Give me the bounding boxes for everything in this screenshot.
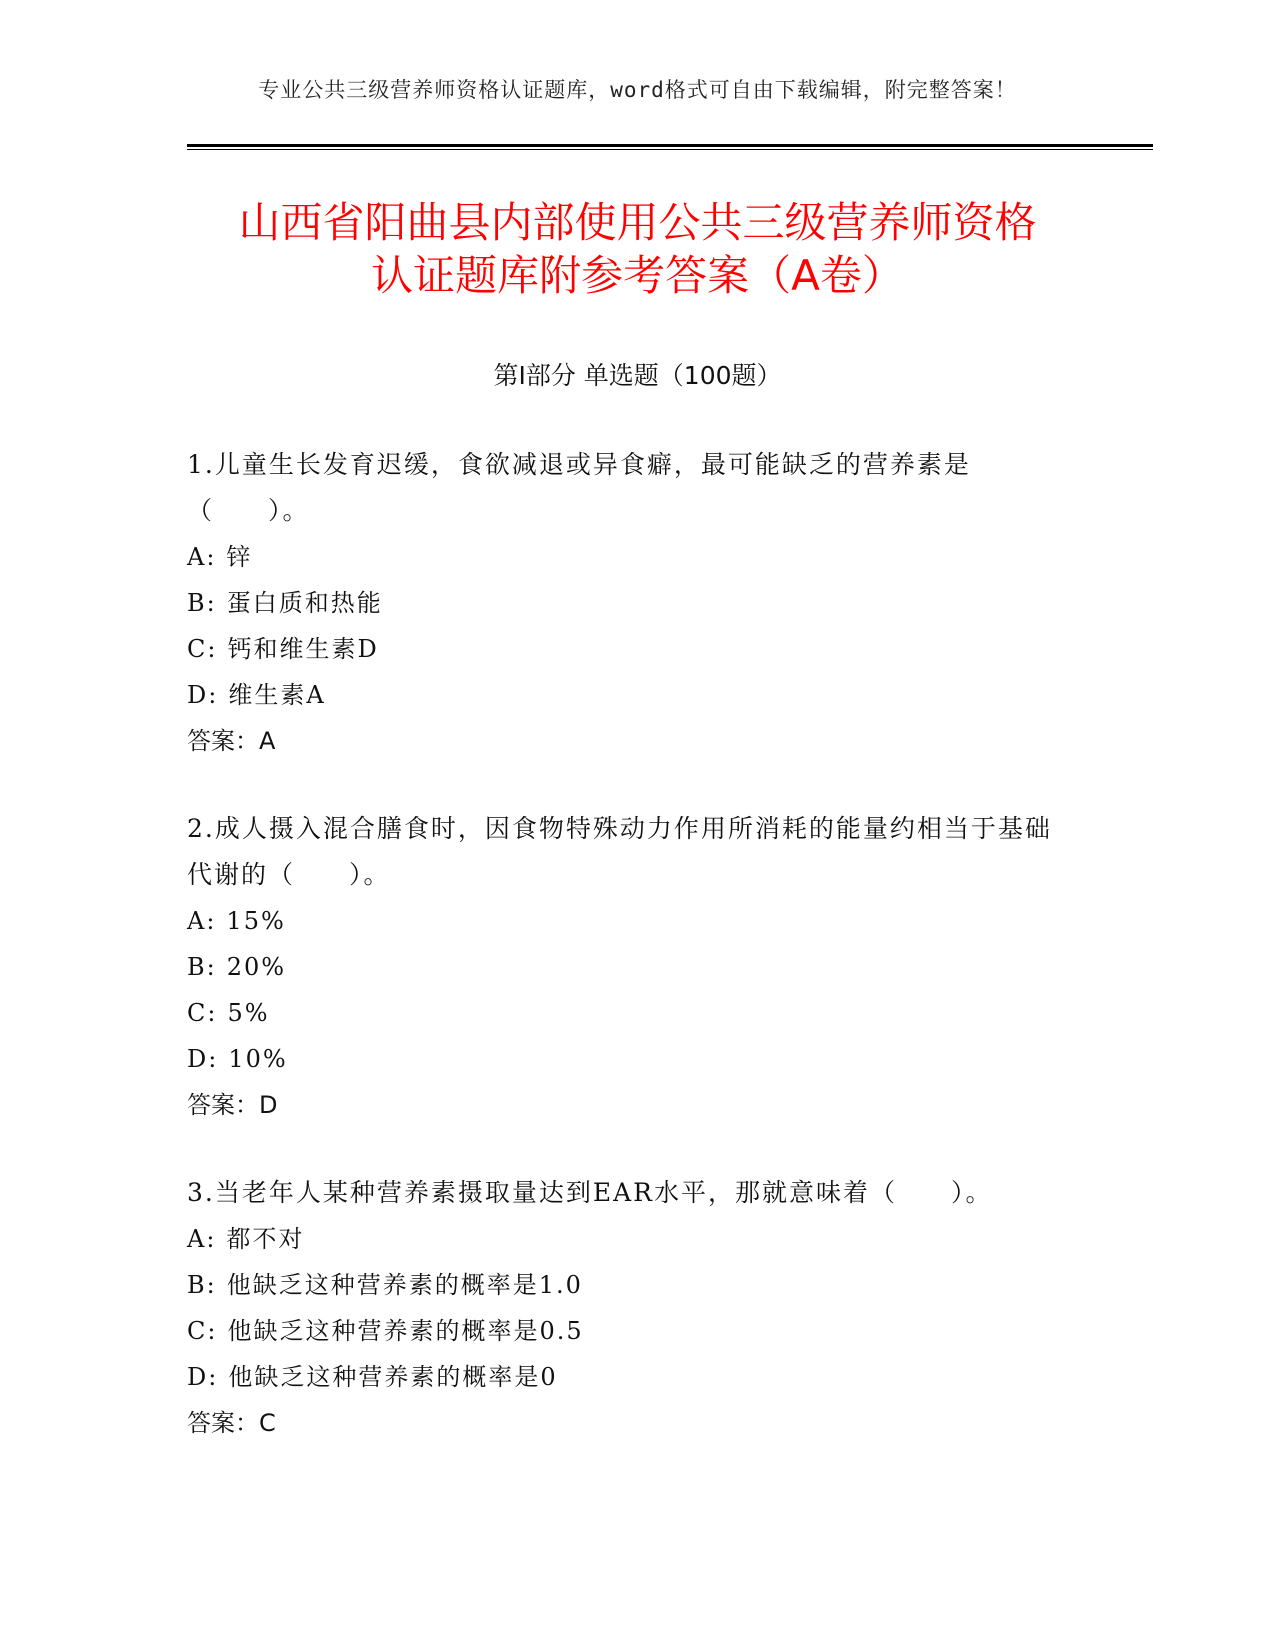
option-text: 维生素A: [228, 681, 326, 709]
answer: 答案：A: [187, 727, 276, 755]
option-text: 蛋白质和热能: [226, 589, 383, 617]
answer: 答案：C: [187, 1409, 276, 1437]
option-label: C:: [187, 635, 218, 663]
question-stem: 2.成人摄入混合膳食时，因食物特殊动力作用所消耗的能量约相当于基础代谢的（ ）。: [187, 814, 1052, 889]
question-3: [187, 1170, 1057, 1446]
option-b: [187, 944, 1057, 990]
title-line-2: 认证题库附参考答案（A卷）: [371, 251, 904, 300]
option-a: [187, 1216, 1057, 1262]
option-label: A:: [187, 543, 217, 571]
option-a: [187, 534, 1057, 580]
option-d: [187, 1354, 1057, 1400]
option-label: B:: [187, 953, 217, 981]
title-line-1: 山西省阳曲县内部使用公共三级营养师资格: [238, 198, 1037, 247]
option-label: D:: [187, 1363, 219, 1391]
document-title: [150, 196, 1125, 302]
answer: 答案：D: [187, 1091, 278, 1119]
option-text: 锌: [226, 543, 253, 571]
option-c: [187, 990, 1057, 1036]
option-label: C:: [187, 999, 218, 1027]
option-text: 他缺乏这种营养素的概率是0.5: [227, 1317, 584, 1345]
question-stem: 1.儿童生长发育迟缓，食欲减退或异食癖，最可能缺乏的营养素是（ ）。: [187, 450, 971, 525]
option-d: [187, 672, 1057, 718]
option-text: 钙和维生素D: [227, 635, 379, 663]
option-c: [187, 626, 1057, 672]
option-label: C:: [187, 1317, 218, 1345]
option-label: A:: [187, 1225, 217, 1253]
option-text: 他缺乏这种营养素的概率是1.0: [226, 1271, 583, 1299]
option-d: [187, 1036, 1057, 1082]
question-1: [187, 442, 1057, 764]
option-text: 15%: [226, 907, 286, 935]
option-label: B:: [187, 1271, 217, 1299]
question-stem: 3.当老年人某种营养素摄取量达到EAR水平，那就意味着（ ）。: [187, 1178, 993, 1207]
header-note: 专业公共三级营养师资格认证题库，word格式可自由下载编辑，附完整答案！: [258, 78, 1017, 102]
option-text: 都不对: [226, 1225, 305, 1253]
option-text: 他缺乏这种营养素的概率是0: [228, 1363, 558, 1391]
option-label: D:: [187, 681, 219, 709]
header-rule-thin: [187, 149, 1153, 150]
option-text: 5%: [227, 999, 270, 1027]
section-heading: 第Ⅰ部分 单选题（100题）: [493, 361, 782, 390]
option-label: A:: [187, 907, 217, 935]
option-b: [187, 580, 1057, 626]
option-label: B:: [187, 589, 217, 617]
option-label: D:: [187, 1045, 219, 1073]
option-text: 10%: [228, 1045, 288, 1073]
option-b: [187, 1262, 1057, 1308]
option-a: [187, 898, 1057, 944]
question-2: [187, 806, 1057, 1128]
option-c: [187, 1308, 1057, 1354]
option-text: 20%: [226, 953, 287, 981]
header-rule-thick: [187, 144, 1153, 147]
